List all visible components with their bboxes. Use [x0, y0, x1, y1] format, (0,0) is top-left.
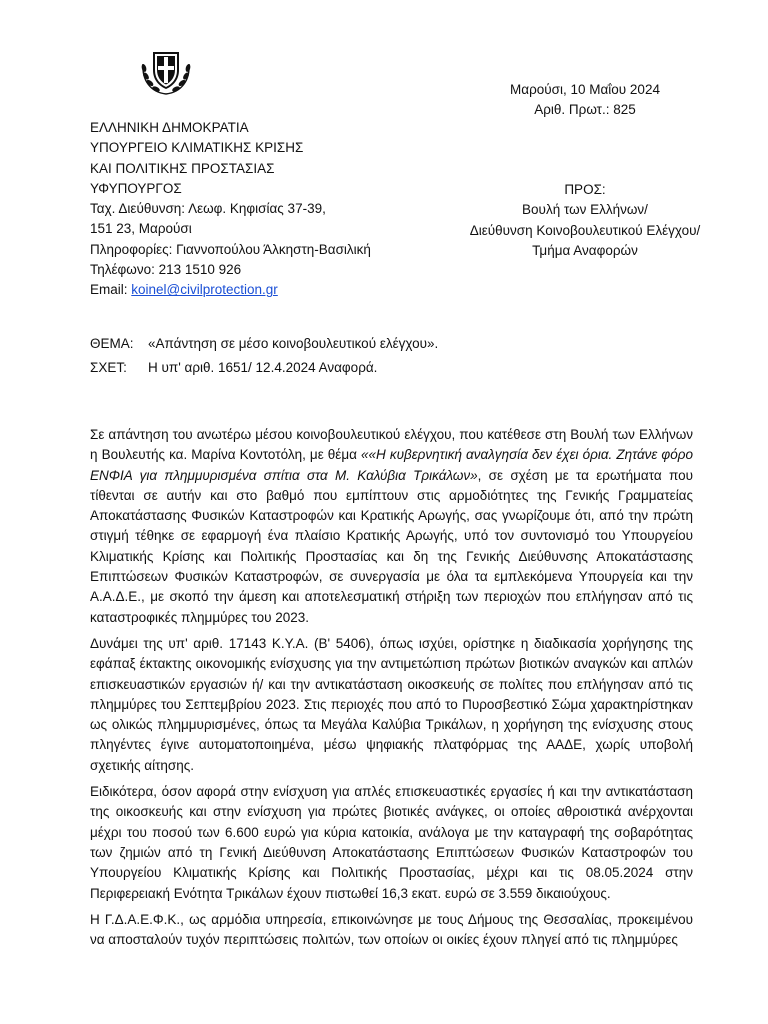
paragraph: Η Γ.Δ.Α.Ε.Φ.Κ., ως αρμόδια υπηρεσία, επικοινώνησε με τους Δήμους της Θεσσαλίας, προκειμένου να αποσταλούν τυχόν περιπτώσεις πολιτών, των οποίων οι οικίες έχουν πληγεί από τις πλημμύρες: [90, 911, 693, 948]
reference-row: [90, 358, 438, 378]
reference-label: ΣΧΕΤ:: [90, 360, 127, 375]
protocol-number: Αριθ. Πρωτ.: 825: [534, 102, 636, 117]
paragraph: [90, 425, 693, 628]
sender-line: ΥΦΥΠΟΥΡΓΟΣ: [90, 180, 182, 196]
reference-text: Η υπ' αριθ. 1651/ 12.4.2024 Αναφορά.: [148, 360, 378, 375]
paragraph: Δυνάμει της υπ' αριθ. 17143 Κ.Υ.Α. (Β' 5406), όπως ισχύει, ορίστηκε η διαδικασία χορήγησης της εφάπαξ έκτακτης οικονομικής ενίσχυσης για την αντιμετώπιση πρώτων βιοτικών αναγκών και απλών επισκευαστικών εργασιών ή/ και την αντικατάσταση οικοσκευής σε πολίτες που επλήγησαν από τις πλημμύρες του Σεπτεμβρίου 2023. Στις περιοχές που από το Πυροσβεστικό Σώμα χαρακτηρίστηκαν ως ολικώς πλημμυρισμένες, όπως τα Μεγάλα Καλύβια Τρικάλων, η χορήγηση της ενίσχυσης στους πληγέντες έγινε αυτοματοποιημένα, μέσω ψηφιακής πλατφόρμας της ΑΑΔΕ, χωρίς υποβολή σχετικής αίτησης.: [90, 635, 693, 773]
email-link[interactable]: koinel@civilprotection.gr: [131, 282, 278, 298]
sender-line: ΚΑΙ ΠΟΛΙΤΙΚΗΣ ΠΡΟΣΤΑΣΙΑΣ: [90, 160, 275, 176]
sender-line: ΕΛΛΗΝΙΚΗ ΔΗΜΟΚΡΑΤΙΑ: [90, 120, 249, 135]
sender-email-row: [90, 280, 371, 300]
recipient-to: ΠΡΟΣ:: [564, 182, 606, 197]
sender-info: Πληροφορίες: Γιαννοπούλου Άλκηστη-Βασιλική: [90, 241, 371, 257]
question-title: ««Η κυβερνητική αναλγησία δεν έχει όρια. Ζητάνε φόρο ΕΝΦΙΑ για πλημμυρισμένα σπίτια στα Μ. Καλύβια Τρικάλων»: [90, 447, 693, 483]
place-date: Μαρούσι, 10 Μαΐου 2024: [510, 82, 660, 97]
paragraph-text: , σε σχέση με τα ερωτήματα που τίθενται σε αυτήν και στο βαθμό που εμπίπτουν στις αρμοδιότητες της Γενικής Γραμματείας Αποκατάστασης Φυσικών Καταστροφών και Κρατικής Αρωγής, σας γνωρίζουμε ότι, από την πρώτη στιγμή τέθηκε σε εφαρμογή ένα πλαίσιο Κρατικής Αρωγής, υπό τον συντονισμό του Υπουργείου Κλιματικής Κρίσης και Πολιτικής Προστασίας και δη της Γενικής Διεύθυνσης Αποκατάστασης Επιπτώσεων Φυσικών Καταστροφών, σε συνεργασία με όλα τα εμπλεκόμενα Υπουργεία και την Α.Α.Δ.Ε., με σκοπό την άμεση και αποτελεσματική στήριξη των περιοχών που επλήγησαν από τις καταστροφικές πλημμύρες του 2023.: [90, 467, 693, 625]
email-label: Email:: [90, 282, 128, 298]
paragraph: Ειδικότερα, όσον αφορά στην ενίσχυση για απλές επισκευαστικές εργασίες ή και την αντικατάσταση της οικοσκευής και στην ενίσχυση για πρώτες βιοτικές ανάγκες, οι οποίες αθροιστικά ανέρχονται μέχρι του ποσού των 6.600 ευρώ για κύρια κατοικία, ανάλογα με την καταγραφή της σοβαρότητας των ζημιών από τη Γενική Διεύθυνση Αποκατάστασης Επιπτώσεων Φυσικών Καταστροφών του Υπουργείου Κλιματικής Κρίσης και Πολιτικής Προστασίας, μέχρι και τις 08.05.2024 στην Περιφερειακή Ενότητα Τρικάλων έχουν πιστωθεί 16,3 εκατ. ευρώ σε 3.559 δικαιούχους.: [90, 784, 693, 901]
subject-block: [90, 334, 438, 382]
sender-phone: Τηλέφωνο: 213 1510 926: [90, 262, 242, 278]
subject-row: [90, 334, 438, 354]
subject-label: ΘΕΜΑ:: [90, 336, 134, 351]
greek-coat-of-arms-icon: [138, 44, 194, 98]
sender-address: Ταχ. Διεύθυνση: Λεωφ. Κηφισίας 37-39,: [90, 201, 326, 217]
sender-line: ΥΠΟΥΡΓΕΙΟ ΚΛΙΜΑΤΙΚΗΣ ΚΡΙΣΗΣ: [90, 140, 304, 156]
sender-block: [90, 118, 371, 301]
paragraph-text: Σε απάντηση του ανωτέρω μέσου κοινοβουλευτικού ελέγχου, που κατέθεσε στη Βουλή των Ελλήνων η Βουλευτής κα. Μαρίνα Κοντοτόλη, με θέμα: [90, 427, 693, 463]
recipient-line: Διεύθυνση Κοινοβουλευτικού Ελέγχου/: [469, 222, 701, 238]
recipient-line: Βουλή των Ελλήνων/: [522, 202, 648, 218]
date-protocol-block: [440, 80, 730, 120]
recipient-line: Τμήμα Αναφορών: [532, 242, 638, 258]
recipient-block: [440, 180, 730, 261]
subject-text: «Απάντηση σε μέσο κοινοβουλευτικού ελέγχου».: [148, 336, 439, 351]
letter-body: [90, 425, 693, 950]
sender-postal: 151 23, Μαρούσι: [90, 221, 192, 237]
